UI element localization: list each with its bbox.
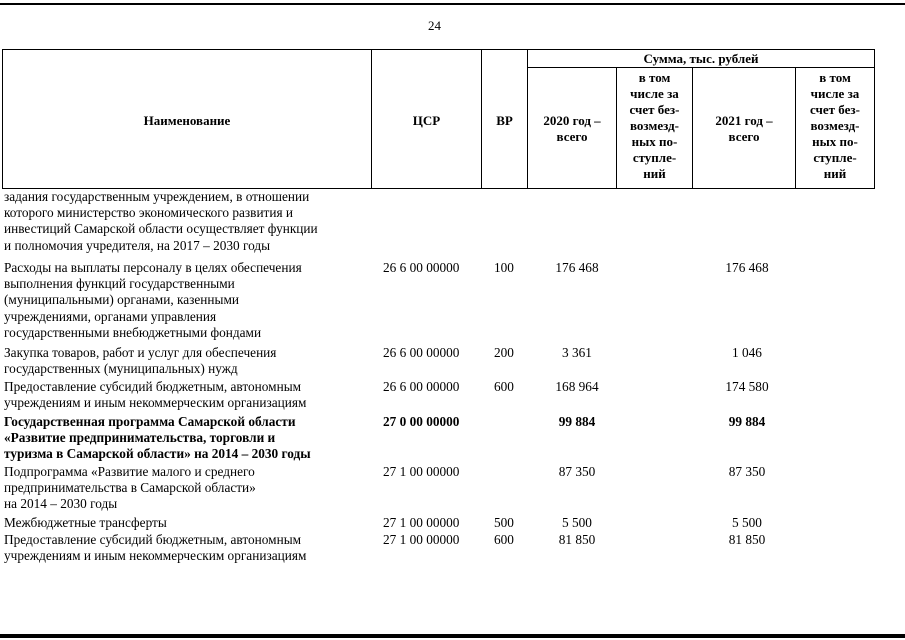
row-csr: 26 6 00 00000 [383, 379, 460, 394]
row-vr: 100 [494, 260, 514, 275]
row-name: Закупка товаров, работ и услуг для обеспечения государственных (муниципальных) нужд [4, 345, 277, 377]
row-sum-2021: 81 850 [728, 532, 766, 547]
row-csr: 27 1 00 00000 [383, 532, 460, 547]
row-vr: 600 [494, 379, 514, 394]
header-name: Наименование [143, 113, 231, 128]
header-2021-free: в том числе за счет без- возмезд- ных по- ступле- ний [810, 70, 860, 181]
row-sum-2020: 87 350 [558, 464, 596, 479]
row-sum-2020: 5 500 [562, 515, 592, 530]
header-2020-total: 2020 год – всего [543, 113, 601, 144]
row-sum-2020: 168 964 [555, 379, 599, 394]
row-sum-2021: 1 046 [732, 345, 762, 360]
row-sum-2021: 87 350 [728, 464, 766, 479]
row-csr: 26 6 00 00000 [383, 260, 460, 275]
row-name: Подпрограмма «Развитие малого и среднего предпринимательства в Самарской области» на 2014 – 2030 годы [4, 464, 256, 512]
row-name: Государственная программа Самарской области «Развитие предпринимательства, торговли и туризма в Самарской области» на 2014 – 2030 годы [4, 414, 311, 462]
table-header [2, 49, 875, 189]
row-sum-2021: 176 468 [725, 260, 769, 275]
header-sum-group: Сумма, тыс. рублей [643, 51, 759, 66]
row-name: Расходы на выплаты персоналу в целях обеспечения выполнения функций государственными (муниципальными) органами, казенными учреждениями, органами управления государственными внебюджетными фондами [4, 260, 302, 340]
row-csr: 27 1 00 00000 [383, 464, 460, 479]
bottom-border-line [0, 634, 905, 638]
top-border-line [0, 3, 905, 5]
header-csr: ЦСР [412, 113, 441, 128]
row-sum-2020: 99 884 [558, 414, 596, 429]
row-sum-2020: 176 468 [555, 260, 599, 275]
row-vr: 200 [494, 345, 514, 360]
row-csr: 27 1 00 00000 [383, 515, 460, 530]
header-2021-total: 2021 год – всего [715, 113, 773, 144]
row-csr: 26 6 00 00000 [383, 345, 460, 360]
row-sum-2021: 5 500 [732, 515, 762, 530]
row-sum-2021: 174 580 [725, 379, 769, 394]
row-name: Предоставление субсидий бюджетным, автономным учреждениям и иным некоммерческим организациям [4, 532, 307, 564]
page-number: 24 [428, 18, 441, 33]
row-name: Предоставление субсидий бюджетным, автономным учреждениям и иным некоммерческим организациям [4, 379, 307, 411]
row-csr: 27 0 00 00000 [383, 414, 460, 429]
row-name: задания государственным учреждением, в отношении которого министерство экономического развития и инвестиций Самарской области осуществляет функции и полномочия учредителя, на 2017 – 2030 годы [4, 189, 318, 253]
row-sum-2020: 3 361 [562, 345, 592, 360]
row-sum-2021: 99 884 [728, 414, 766, 429]
header-2020-free: в том числе за счет без- возмезд- ных по- ступле- ний [629, 70, 680, 181]
row-vr: 600 [494, 532, 514, 547]
row-sum-2020: 81 850 [558, 532, 596, 547]
row-vr: 500 [494, 515, 514, 530]
row-name: Межбюджетные трансферты [4, 515, 167, 530]
header-vr: ВР [496, 113, 513, 128]
